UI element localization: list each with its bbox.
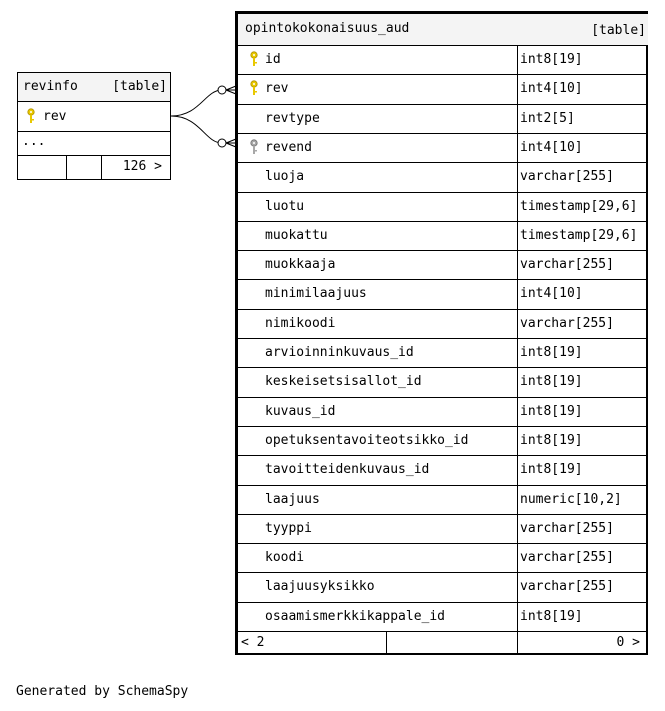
revinfo-row-rev[interactable] <box>18 102 170 131</box>
main-footer-parents: < 2 <box>241 635 265 650</box>
primary-key-icon <box>26 108 36 124</box>
column-name: keskeisetsisallot_id <box>265 374 422 390</box>
table-row[interactable] <box>238 280 648 308</box>
column-type: int4[10] <box>520 81 583 97</box>
main-table-name: opintokokonaisuus_aud <box>245 21 410 36</box>
table-row[interactable] <box>238 427 648 455</box>
column-name: nimikoodi <box>265 315 336 331</box>
main-table-kind: [table] <box>591 23 646 38</box>
revinfo-more-text: ... <box>22 134 46 149</box>
table-row[interactable] <box>238 515 648 543</box>
column-type: int8[19] <box>520 608 583 624</box>
column-name: laajuus <box>265 491 320 507</box>
table-row[interactable] <box>238 544 648 572</box>
column-type: timestamp[29,6] <box>520 227 638 243</box>
column-type: timestamp[29,6] <box>520 198 638 214</box>
main-header <box>238 14 648 45</box>
revinfo-table-name: revinfo <box>23 79 78 94</box>
column-type: int8[19] <box>520 345 583 360</box>
column-type: varchar[255] <box>520 315 614 331</box>
column-name: arvioinninkuvaus_id <box>265 345 414 360</box>
primary-key-icon <box>249 51 259 67</box>
foreign-key-icon <box>249 139 259 155</box>
connector-rev-revend <box>171 116 236 143</box>
column-name: luotu <box>265 198 305 214</box>
column-type: int8[19] <box>520 403 583 419</box>
column-type: int8[19] <box>520 462 583 478</box>
connector-rev-rev <box>171 90 236 116</box>
column-name: kuvaus_id <box>265 403 336 419</box>
revinfo-header <box>18 73 170 101</box>
table-row[interactable] <box>238 368 648 396</box>
column-name: luoja <box>265 169 305 185</box>
column-type: varchar[255] <box>520 257 614 273</box>
table-row[interactable] <box>238 134 648 162</box>
column-type: numeric[10,2] <box>520 491 622 507</box>
column-type: int8[19] <box>520 374 583 390</box>
column-name: koodi <box>265 550 305 566</box>
column-name: osaamismerkkikappale_id <box>265 608 446 624</box>
generated-by-footer: Generated by SchemaSpy <box>16 684 189 699</box>
column-type: int2[5] <box>520 110 575 126</box>
connector-circle-revend <box>218 139 226 147</box>
table-row[interactable] <box>238 398 648 426</box>
column-type: int4[10] <box>520 139 583 155</box>
column-type: varchar[255] <box>520 520 614 536</box>
table-row[interactable] <box>238 251 648 279</box>
table-row[interactable] <box>238 603 648 631</box>
column-name: laajuusyksikko <box>265 579 375 595</box>
table-row[interactable] <box>238 486 648 514</box>
table-row[interactable] <box>238 75 648 103</box>
revinfo-table-kind: [table] <box>112 79 167 94</box>
column-name: rev <box>265 81 289 97</box>
column-name: tavoitteidenkuvaus_id <box>265 462 430 478</box>
column-type: varchar[255] <box>520 169 614 185</box>
column-name: tyyppi <box>265 520 312 536</box>
table-row[interactable] <box>238 339 648 367</box>
column-type: int8[19] <box>520 432 583 448</box>
column-name: muokattu <box>265 227 328 243</box>
column-name: revtype <box>265 110 320 126</box>
column-type: varchar[255] <box>520 550 614 566</box>
primary-key-icon <box>249 80 259 96</box>
column-type: int4[10] <box>520 286 583 302</box>
table-row[interactable] <box>238 222 648 250</box>
table-row[interactable] <box>238 163 648 191</box>
column-name: revend <box>265 139 312 155</box>
table-row[interactable] <box>238 456 648 484</box>
connector-circle-rev <box>218 86 226 94</box>
column-name: minimilaajuus <box>265 286 367 302</box>
column-name: opetuksentavoiteotsikko_id <box>265 432 469 448</box>
column-name: id <box>265 52 281 67</box>
table-row[interactable] <box>238 310 648 338</box>
table-row[interactable] <box>238 193 648 221</box>
revinfo-table[interactable] <box>17 72 171 180</box>
table-row[interactable] <box>238 573 648 601</box>
column-type: varchar[255] <box>520 579 614 595</box>
table-row[interactable] <box>238 46 648 74</box>
revinfo-footer-children: 126 > <box>122 159 162 174</box>
column-type: int8[19] <box>520 52 583 67</box>
main-footer-children: 0 > <box>616 635 640 650</box>
revinfo-more <box>18 132 170 155</box>
revinfo-column-name: rev <box>43 109 67 124</box>
opintokokonaisuus-aud-table[interactable] <box>235 11 648 655</box>
column-name: muokkaaja <box>265 257 336 273</box>
table-row[interactable] <box>238 105 648 133</box>
